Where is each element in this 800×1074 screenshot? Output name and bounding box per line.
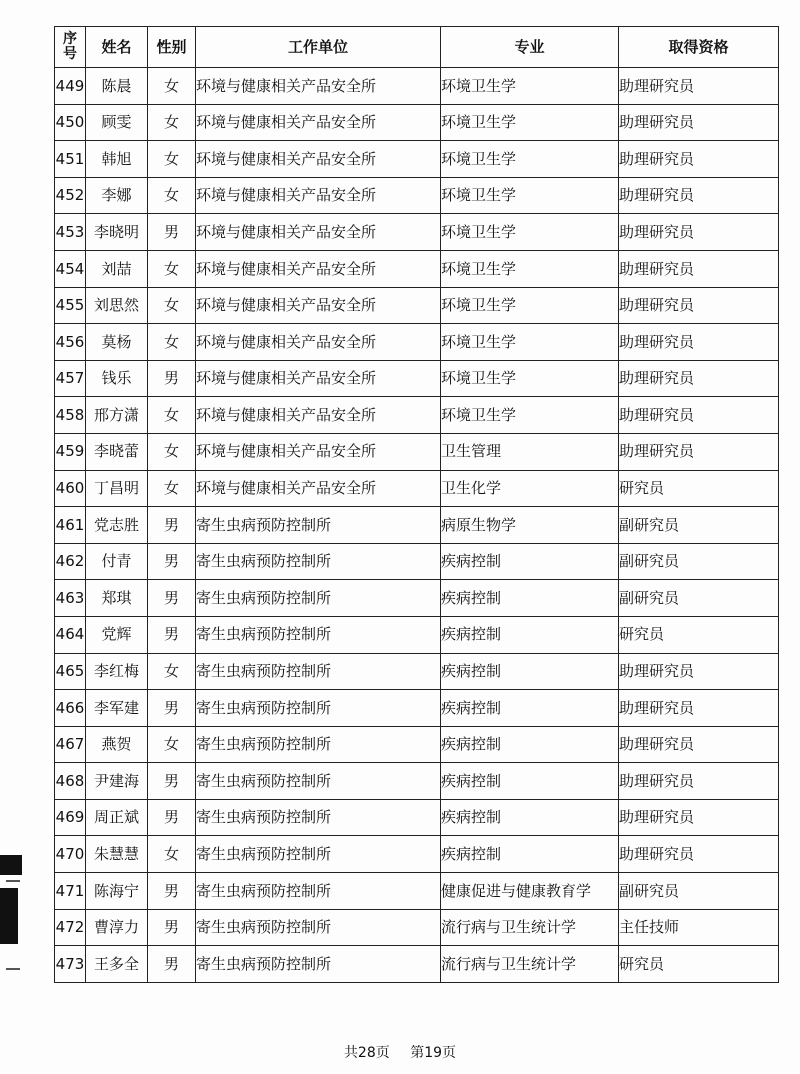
- total-pages: 共28页: [343, 1045, 390, 1061]
- work-unit-cell: 寄生虫病预防控制所: [196, 690, 441, 727]
- row-number-cell: 458: [55, 397, 86, 434]
- person-sex-cell: 女: [148, 68, 196, 105]
- table-row: [55, 653, 779, 690]
- person-sex-cell: 女: [148, 104, 196, 141]
- header-sex: 性别: [148, 27, 196, 68]
- major-cell: 疾病控制: [441, 836, 619, 873]
- major-cell: 卫生化学: [441, 470, 619, 507]
- major-cell: 环境卫生学: [441, 214, 619, 251]
- qualification-cell: 助理研究员: [619, 836, 779, 873]
- table-row: [55, 543, 779, 580]
- work-unit-cell: 寄生虫病预防控制所: [196, 909, 441, 946]
- work-unit-cell: 寄生虫病预防控制所: [196, 543, 441, 580]
- work-unit-cell: 寄生虫病预防控制所: [196, 946, 441, 983]
- person-sex-cell: 女: [148, 433, 196, 470]
- table-row: [55, 287, 779, 324]
- table-row: [55, 214, 779, 251]
- major-cell: 健康促进与健康教育学: [441, 873, 619, 910]
- person-name-cell: 邢方潇: [86, 397, 148, 434]
- work-unit-cell: 环境与健康相关产品安全所: [196, 324, 441, 361]
- major-cell: 环境卫生学: [441, 324, 619, 361]
- row-number-cell: 472: [55, 909, 86, 946]
- person-name-cell: 郑琪: [86, 580, 148, 617]
- person-sex-cell: 女: [148, 653, 196, 690]
- major-cell: 环境卫生学: [441, 141, 619, 178]
- major-cell: 疾病控制: [441, 543, 619, 580]
- major-cell: 疾病控制: [441, 616, 619, 653]
- table-row: [55, 946, 779, 983]
- table-row: [55, 141, 779, 178]
- page-footer: [0, 1042, 800, 1062]
- major-cell: 流行病与卫生统计学: [441, 946, 619, 983]
- table-row: [55, 690, 779, 727]
- scan-edge-mark: [0, 888, 18, 944]
- person-name-cell: 李晓蕾: [86, 433, 148, 470]
- work-unit-cell: 寄生虫病预防控制所: [196, 873, 441, 910]
- qualification-cell: 副研究员: [619, 543, 779, 580]
- header-name: 姓名: [86, 27, 148, 68]
- major-cell: 病原生物学: [441, 507, 619, 544]
- qualification-cell: 助理研究员: [619, 68, 779, 105]
- table-row: [55, 763, 779, 800]
- work-unit-cell: 环境与健康相关产品安全所: [196, 68, 441, 105]
- major-cell: 环境卫生学: [441, 250, 619, 287]
- person-sex-cell: 女: [148, 397, 196, 434]
- qualification-cell: 助理研究员: [619, 726, 779, 763]
- person-name-cell: 王多全: [86, 946, 148, 983]
- row-number-cell: 459: [55, 433, 86, 470]
- row-number-cell: 464: [55, 616, 86, 653]
- qualification-cell: 助理研究员: [619, 287, 779, 324]
- person-name-cell: 莫杨: [86, 324, 148, 361]
- person-sex-cell: 男: [148, 214, 196, 251]
- work-unit-cell: 环境与健康相关产品安全所: [196, 141, 441, 178]
- person-name-cell: 付青: [86, 543, 148, 580]
- qualification-cell: 副研究员: [619, 873, 779, 910]
- row-number-cell: 467: [55, 726, 86, 763]
- work-unit-cell: 寄生虫病预防控制所: [196, 799, 441, 836]
- qualification-cell: 主任技师: [619, 909, 779, 946]
- table-row: [55, 873, 779, 910]
- major-cell: 环境卫生学: [441, 68, 619, 105]
- qualification-cell: 助理研究员: [619, 653, 779, 690]
- person-sex-cell: 女: [148, 177, 196, 214]
- major-cell: 疾病控制: [441, 580, 619, 617]
- row-number-cell: 466: [55, 690, 86, 727]
- person-sex-cell: 男: [148, 763, 196, 800]
- person-name-cell: 丁昌明: [86, 470, 148, 507]
- row-number-cell: 453: [55, 214, 86, 251]
- scan-edge-line: [6, 968, 20, 970]
- row-number-cell: 461: [55, 507, 86, 544]
- table-header-row: [55, 27, 779, 68]
- scan-edge-line: [6, 880, 20, 882]
- table-row: [55, 68, 779, 105]
- qualification-cell: 研究员: [619, 946, 779, 983]
- row-number-cell: 454: [55, 250, 86, 287]
- table-row: [55, 799, 779, 836]
- row-number-cell: 452: [55, 177, 86, 214]
- person-name-cell: 周正斌: [86, 799, 148, 836]
- row-number-cell: 473: [55, 946, 86, 983]
- person-name-cell: 顾雯: [86, 104, 148, 141]
- work-unit-cell: 环境与健康相关产品安全所: [196, 177, 441, 214]
- work-unit-cell: 环境与健康相关产品安全所: [196, 470, 441, 507]
- person-sex-cell: 男: [148, 946, 196, 983]
- person-sex-cell: 男: [148, 507, 196, 544]
- work-unit-cell: 寄生虫病预防控制所: [196, 653, 441, 690]
- work-unit-cell: 环境与健康相关产品安全所: [196, 360, 441, 397]
- person-name-cell: 朱慧慧: [86, 836, 148, 873]
- person-name-cell: 刘思然: [86, 287, 148, 324]
- person-sex-cell: 女: [148, 324, 196, 361]
- person-name-cell: 韩旭: [86, 141, 148, 178]
- qualification-cell: 助理研究员: [619, 433, 779, 470]
- person-name-cell: 曹淳力: [86, 909, 148, 946]
- qualification-cell: 研究员: [619, 616, 779, 653]
- person-name-cell: 李娜: [86, 177, 148, 214]
- table-row: [55, 177, 779, 214]
- person-sex-cell: 女: [148, 141, 196, 178]
- table-row: [55, 324, 779, 361]
- table-row: [55, 836, 779, 873]
- major-cell: 疾病控制: [441, 653, 619, 690]
- work-unit-cell: 寄生虫病预防控制所: [196, 616, 441, 653]
- work-unit-cell: 环境与健康相关产品安全所: [196, 287, 441, 324]
- table-row: [55, 507, 779, 544]
- qualification-cell: 助理研究员: [619, 141, 779, 178]
- row-number-cell: 465: [55, 653, 86, 690]
- work-unit-cell: 环境与健康相关产品安全所: [196, 104, 441, 141]
- work-unit-cell: 环境与健康相关产品安全所: [196, 433, 441, 470]
- table-row: [55, 909, 779, 946]
- scan-edge-mark: [0, 855, 22, 875]
- work-unit-cell: 环境与健康相关产品安全所: [196, 397, 441, 434]
- row-number-cell: 469: [55, 799, 86, 836]
- work-unit-cell: 环境与健康相关产品安全所: [196, 250, 441, 287]
- table-row: [55, 397, 779, 434]
- header-major: 专业: [441, 27, 619, 68]
- table-row: [55, 470, 779, 507]
- major-cell: 环境卫生学: [441, 104, 619, 141]
- major-cell: 卫生管理: [441, 433, 619, 470]
- row-number-cell: 451: [55, 141, 86, 178]
- person-sex-cell: 女: [148, 470, 196, 507]
- person-sex-cell: 女: [148, 287, 196, 324]
- qualification-cell: 副研究员: [619, 507, 779, 544]
- person-name-cell: 李军建: [86, 690, 148, 727]
- qualification-cell: 研究员: [619, 470, 779, 507]
- person-name-cell: 陈海宁: [86, 873, 148, 910]
- person-sex-cell: 女: [148, 726, 196, 763]
- major-cell: 疾病控制: [441, 690, 619, 727]
- person-name-cell: 李红梅: [86, 653, 148, 690]
- major-cell: 流行病与卫生统计学: [441, 909, 619, 946]
- major-cell: 环境卫生学: [441, 287, 619, 324]
- qualification-cell: 助理研究员: [619, 177, 779, 214]
- major-cell: 疾病控制: [441, 763, 619, 800]
- qualification-cell: 助理研究员: [619, 690, 779, 727]
- row-number-cell: 468: [55, 763, 86, 800]
- person-sex-cell: 女: [148, 836, 196, 873]
- person-sex-cell: 男: [148, 909, 196, 946]
- person-name-cell: 尹建海: [86, 763, 148, 800]
- person-name-cell: 陈晨: [86, 68, 148, 105]
- person-sex-cell: 男: [148, 360, 196, 397]
- row-number-cell: 457: [55, 360, 86, 397]
- table-row: [55, 250, 779, 287]
- table-row: [55, 360, 779, 397]
- table-row: [55, 616, 779, 653]
- work-unit-cell: 环境与健康相关产品安全所: [196, 214, 441, 251]
- row-number-cell: 470: [55, 836, 86, 873]
- qualification-cell: 助理研究员: [619, 214, 779, 251]
- row-number-cell: 450: [55, 104, 86, 141]
- qualification-table: [54, 26, 779, 983]
- major-cell: 疾病控制: [441, 726, 619, 763]
- header-work-unit: 工作单位: [196, 27, 441, 68]
- qualification-cell: 助理研究员: [619, 799, 779, 836]
- person-name-cell: 钱乐: [86, 360, 148, 397]
- work-unit-cell: 寄生虫病预防控制所: [196, 507, 441, 544]
- header-number: 序号: [55, 27, 86, 68]
- current-page: 第19页: [410, 1045, 457, 1061]
- qualification-cell: 助理研究员: [619, 360, 779, 397]
- table-row: [55, 580, 779, 617]
- work-unit-cell: 寄生虫病预防控制所: [196, 763, 441, 800]
- qualification-cell: 助理研究员: [619, 104, 779, 141]
- qualification-cell: 助理研究员: [619, 250, 779, 287]
- work-unit-cell: 寄生虫病预防控制所: [196, 836, 441, 873]
- person-name-cell: 刘喆: [86, 250, 148, 287]
- row-number-cell: 449: [55, 68, 86, 105]
- person-name-cell: 李晓明: [86, 214, 148, 251]
- row-number-cell: 471: [55, 873, 86, 910]
- person-name-cell: 党辉: [86, 616, 148, 653]
- work-unit-cell: 寄生虫病预防控制所: [196, 580, 441, 617]
- person-sex-cell: 男: [148, 616, 196, 653]
- qualification-cell: 助理研究员: [619, 397, 779, 434]
- table-row: [55, 726, 779, 763]
- qualification-cell: 助理研究员: [619, 763, 779, 800]
- person-name-cell: 燕贺: [86, 726, 148, 763]
- person-sex-cell: 男: [148, 690, 196, 727]
- major-cell: 环境卫生学: [441, 177, 619, 214]
- row-number-cell: 456: [55, 324, 86, 361]
- person-sex-cell: 男: [148, 543, 196, 580]
- row-number-cell: 462: [55, 543, 86, 580]
- row-number-cell: 463: [55, 580, 86, 617]
- work-unit-cell: 寄生虫病预防控制所: [196, 726, 441, 763]
- row-number-cell: 455: [55, 287, 86, 324]
- person-sex-cell: 男: [148, 799, 196, 836]
- header-qualification: 取得资格: [619, 27, 779, 68]
- person-sex-cell: 男: [148, 580, 196, 617]
- qualification-cell: 助理研究员: [619, 324, 779, 361]
- person-name-cell: 党志胜: [86, 507, 148, 544]
- major-cell: 环境卫生学: [441, 360, 619, 397]
- person-sex-cell: 男: [148, 873, 196, 910]
- major-cell: 环境卫生学: [441, 397, 619, 434]
- major-cell: 疾病控制: [441, 799, 619, 836]
- table-row: [55, 104, 779, 141]
- table-row: [55, 433, 779, 470]
- row-number-cell: 460: [55, 470, 86, 507]
- person-sex-cell: 女: [148, 250, 196, 287]
- qualification-cell: 副研究员: [619, 580, 779, 617]
